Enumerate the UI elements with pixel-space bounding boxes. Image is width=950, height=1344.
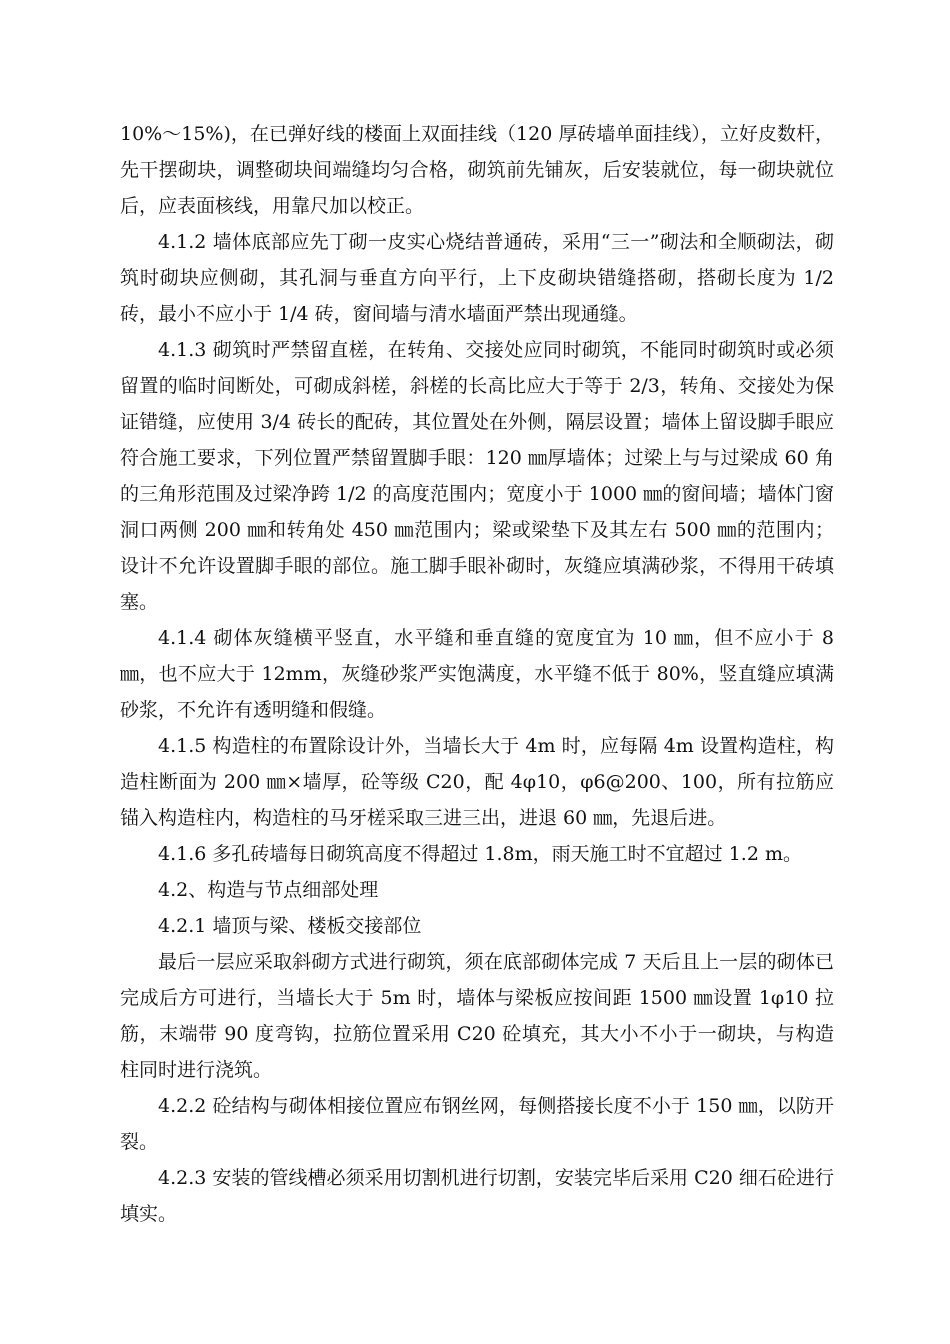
paragraph-continuation: 10%～15%)，在已弹好线的楼面上双面挂线（120 厚砖墙单面挂线），立好皮数杆，先干摆砌块，调整砌块间端缝均匀合格，砌筑前先铺灰，后安装就位，每一砌块就位后，应表面核线，用靠尺加以校正。 (120, 123, 834, 217)
paragraph-4-1-3: 4.1.3 砌筑时严禁留直槎，在转角、交接处应同时砌筑，不能同时砌筑时或必须留置的临时间断处，可砌成斜槎，斜槎的长高比应大于等于 2/3，转角、交接处为保证错缝，应使用 3/4 砖长的配砖，其位置处在外侧，隔层设置；墙体上留设脚手眼应符合施工要求，下列位置严禁留置脚手眼：120 ㎜厚墙体；过梁上与与过梁成 60 角的三角形范围及过梁净跨 1/2 的高度范围内；宽度小于 1000 ㎜的窗间墙；墙体门窗洞口两侧 200 ㎜和转角处 450 ㎜范围内；梁或梁垫下及其左右 500 ㎜的范围内；设计不允许设置脚手眼的部位。施工脚手眼补砌时，灰缝应填满砂浆，不得用干砖填塞。 (120, 339, 834, 613)
paragraph-4-1-5: 4.1.5 构造柱的布置除设计外，当墙长大于 4m 时，应每隔 4m 设置构造柱，构造柱断面为 200 ㎜×墙厚，砼等级 C20，配 4φ10，φ6@200、100，所有拉筋应锚入构造柱内，构造柱的马牙槎采取三进三出，进退 60 ㎜，先退后进。 (120, 735, 834, 829)
section-heading-4-2: 4.2、构造与节点细部处理 (158, 879, 379, 901)
paragraph-4-1-6: 4.1.6 多孔砖墙每日砌筑高度不得超过 1.8m，雨天施工时不宜超过 1.2 m。 (158, 843, 802, 865)
paragraph-4-1-2: 4.1.2 墙体底部应先丁砌一皮实心烧结普通砖，采用“三一”砌法和全顺砌法，砌筑时砌块应侧砌，其孔洞与垂直方向平行，上下皮砌块错缝搭砌，搭砌长度为 1/2 砖，最小不应小于 1/4 砖，窗间墙与清水墙面严禁出现通缝。 (120, 231, 834, 325)
subsection-heading-4-2-1: 4.2.1 墙顶与梁、楼板交接部位 (158, 915, 422, 937)
paragraph-4-2-1-body: 最后一层应采取斜砌方式进行砌筑，须在底部砌体完成 7 天后且上一层的砌体已完成后方可进行，当墙长大于 5m 时，墙体与梁板应按间距 1500 ㎜设置 1φ10 拉筋，末端带 90 度弯钩，拉筋位置采用 C20 砼填充，其大小不小于一砌块，与构造柱同时进行浇筑。 (120, 951, 834, 1081)
paragraph-4-1-4: 4.1.4 砌体灰缝横平竖直，水平缝和垂直缝的宽度宜为 10 ㎜，但不应小于 8 ㎜，也不应大于 12mm，灰缝砂浆严实饱满度，水平缝不低于 80%，竖直缝应填满砂浆，不允许有透明缝和假缝。 (120, 627, 834, 721)
document-body (120, 116, 834, 1232)
paragraph-4-2-2: 4.2.2 砼结构与砌体相接位置应布钢丝网，每侧搭接长度不小于 150 ㎜，以防开裂。 (120, 1095, 834, 1153)
paragraph-4-2-3: 4.2.3 安装的管线槽必须采用切割机进行切割，安装完毕后采用 C20 细石砼进行填实。 (120, 1167, 834, 1225)
